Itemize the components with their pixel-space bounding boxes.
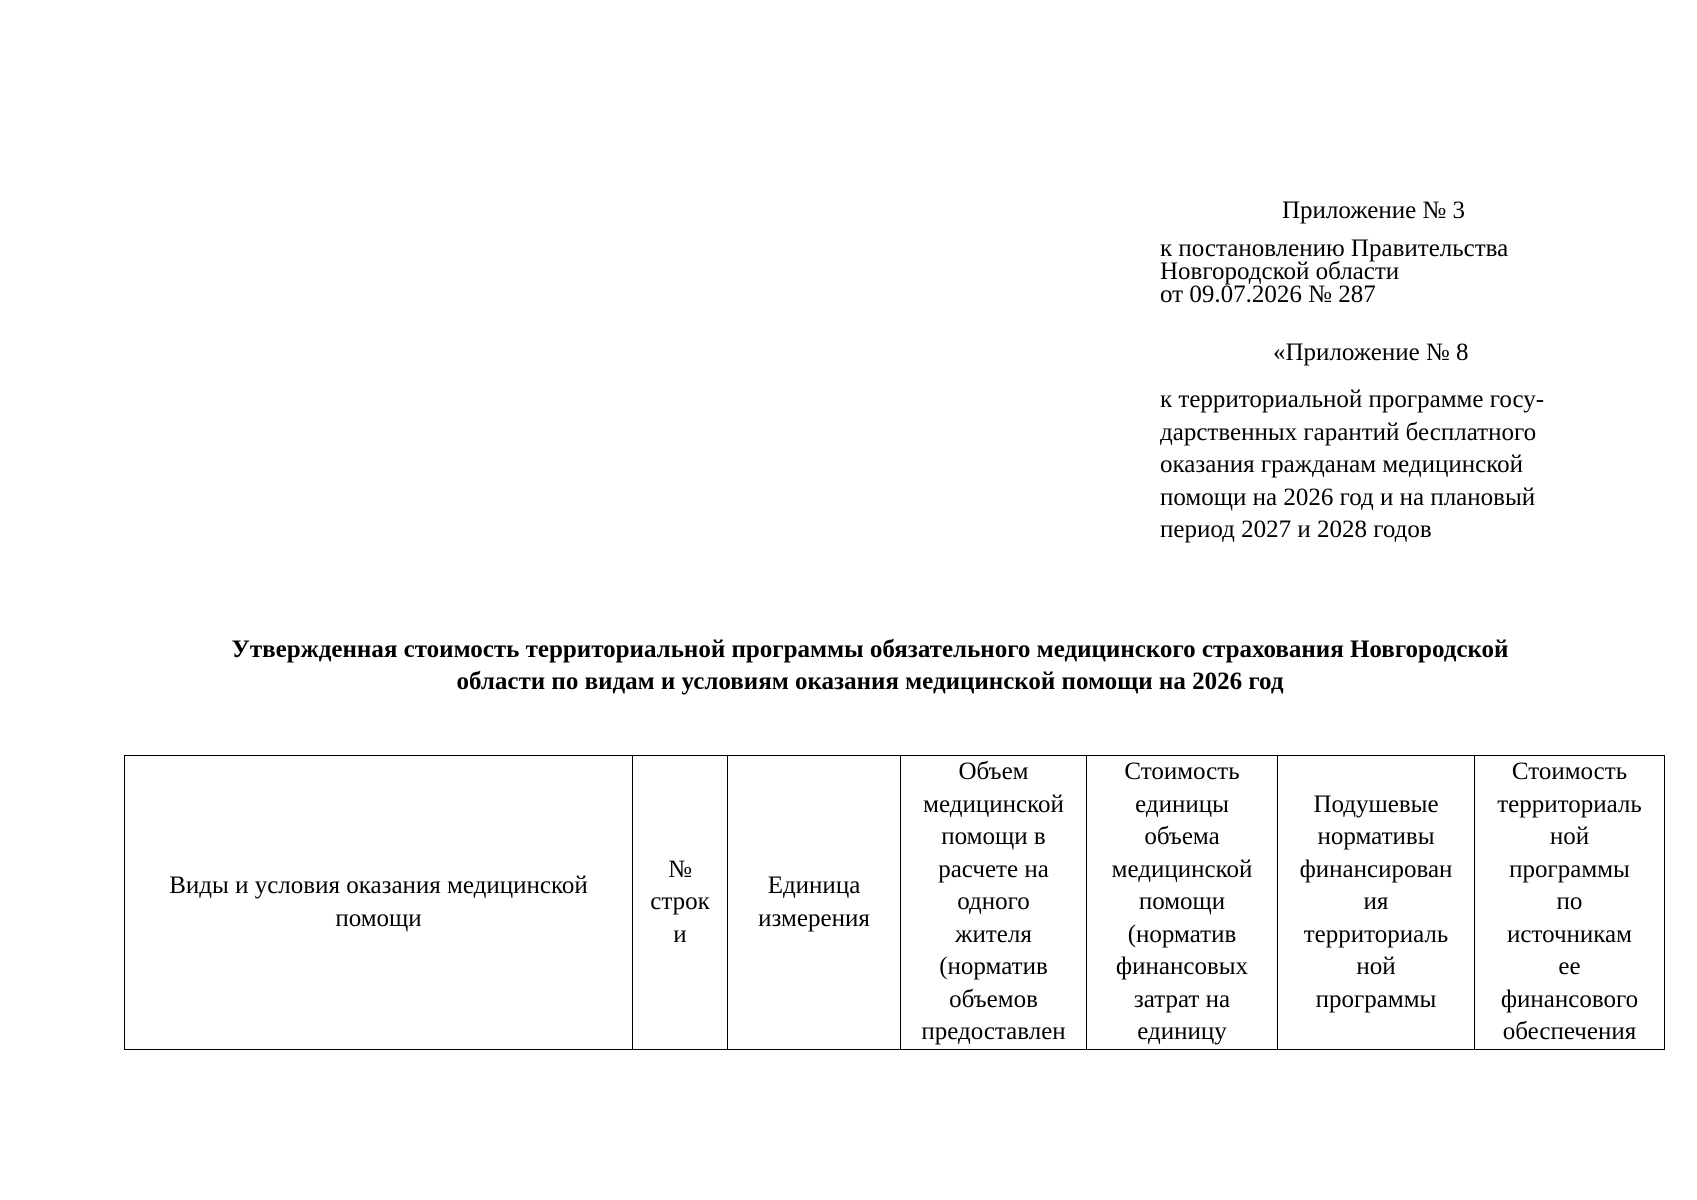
header-line: Стоимость [1511, 758, 1628, 785]
appendix-8-reference-line: к территориальной программе госу- [1160, 386, 1545, 413]
header-line: программы [1509, 855, 1630, 883]
header-line: объема [1144, 823, 1220, 850]
header-line: ее [1558, 953, 1581, 980]
header-line: по [1556, 888, 1583, 915]
header-line: финансового [1500, 985, 1639, 1013]
header-line: помощи в [941, 823, 1046, 850]
appendix-8-reference [1160, 384, 1630, 547]
header-line: ной [1549, 823, 1590, 850]
appendix-3-reference [1160, 237, 1508, 306]
header-line: Объем [958, 758, 1029, 785]
header-line: затрат на [1133, 985, 1231, 1013]
header-line: жителя [955, 920, 1032, 948]
header-line: и [673, 920, 687, 948]
table-header-row [125, 756, 1665, 1050]
header-line: ной [1356, 953, 1396, 981]
header-line: медицинской [1111, 855, 1253, 883]
header-line: медицинской [923, 790, 1064, 818]
document-title [130, 634, 1610, 698]
appendix-8-reference-line: оказания гражданам медицинской [1160, 451, 1524, 478]
header-line: территориаль [1303, 920, 1449, 948]
appendix-3-title: Приложение № 3 [1282, 197, 1466, 224]
document-title-line: области по видам и условиям оказания медицинской помощи на 2026 год [456, 668, 1284, 695]
header-line: финансирован [1299, 855, 1453, 883]
header-line: территориаль [1497, 790, 1642, 818]
cost-table [124, 755, 1665, 1050]
appendix-8-reference-line: помощи на 2026 год и на плановый [1160, 483, 1536, 511]
appendix-8-reference-line: дарственных гарантий бесплатного [1160, 418, 1537, 446]
header-line: расчете на [938, 855, 1049, 883]
header-line: одного [957, 888, 1030, 915]
header-cell-volume [901, 756, 1087, 1050]
appendix-3-reference-line: к постановлению Правительства [1160, 235, 1509, 262]
header-line: Единица [767, 872, 861, 899]
header-line: единицы [1135, 790, 1229, 818]
header-line: № [668, 855, 692, 883]
header-line: Виды и условия оказания медицинской [169, 872, 588, 899]
header-line: Стоимость [1124, 758, 1240, 785]
header-line: предоставлен [921, 1018, 1066, 1045]
header-line: ия [1363, 888, 1389, 916]
header-cell-unit-cost [1087, 756, 1278, 1050]
header-line: (норматив [1127, 920, 1237, 948]
header-cell-row-number [633, 756, 728, 1050]
header-line: финансовых [1115, 953, 1249, 980]
header-line: единицу [1137, 1018, 1227, 1045]
header-line: помощи [1138, 888, 1226, 915]
appendix-8-reference-line: период 2027 и 2028 годов [1160, 516, 1432, 543]
header-line: (норматив [939, 953, 1048, 980]
header-cell-care-types [125, 756, 633, 1050]
header-line: Подушевые [1313, 790, 1439, 818]
header-line: источникам [1507, 920, 1632, 948]
header-line: измерения [758, 904, 870, 932]
header-line: программы [1315, 985, 1437, 1013]
header-line: нормативы [1317, 823, 1435, 851]
appendix-8-title: «Приложение № 8 [1273, 339, 1469, 366]
appendix-3-reference-line: от 09.07.2026 № 287 [1160, 281, 1376, 308]
header-line: строк [650, 888, 710, 916]
header-cell-program-cost [1475, 756, 1665, 1050]
header-line: обеспечения [1502, 1018, 1637, 1045]
header-cell-unit [728, 756, 901, 1050]
appendix-3-reference-line: Новгородской области [1160, 258, 1400, 285]
header-line: помощи [335, 904, 422, 932]
header-cell-per-capita [1278, 756, 1475, 1050]
header-line: объемов [949, 985, 1038, 1013]
document-title-line: Утвержденная стоимость территориальной программы обязательного медицинского страхования Новгородской [231, 636, 1509, 663]
